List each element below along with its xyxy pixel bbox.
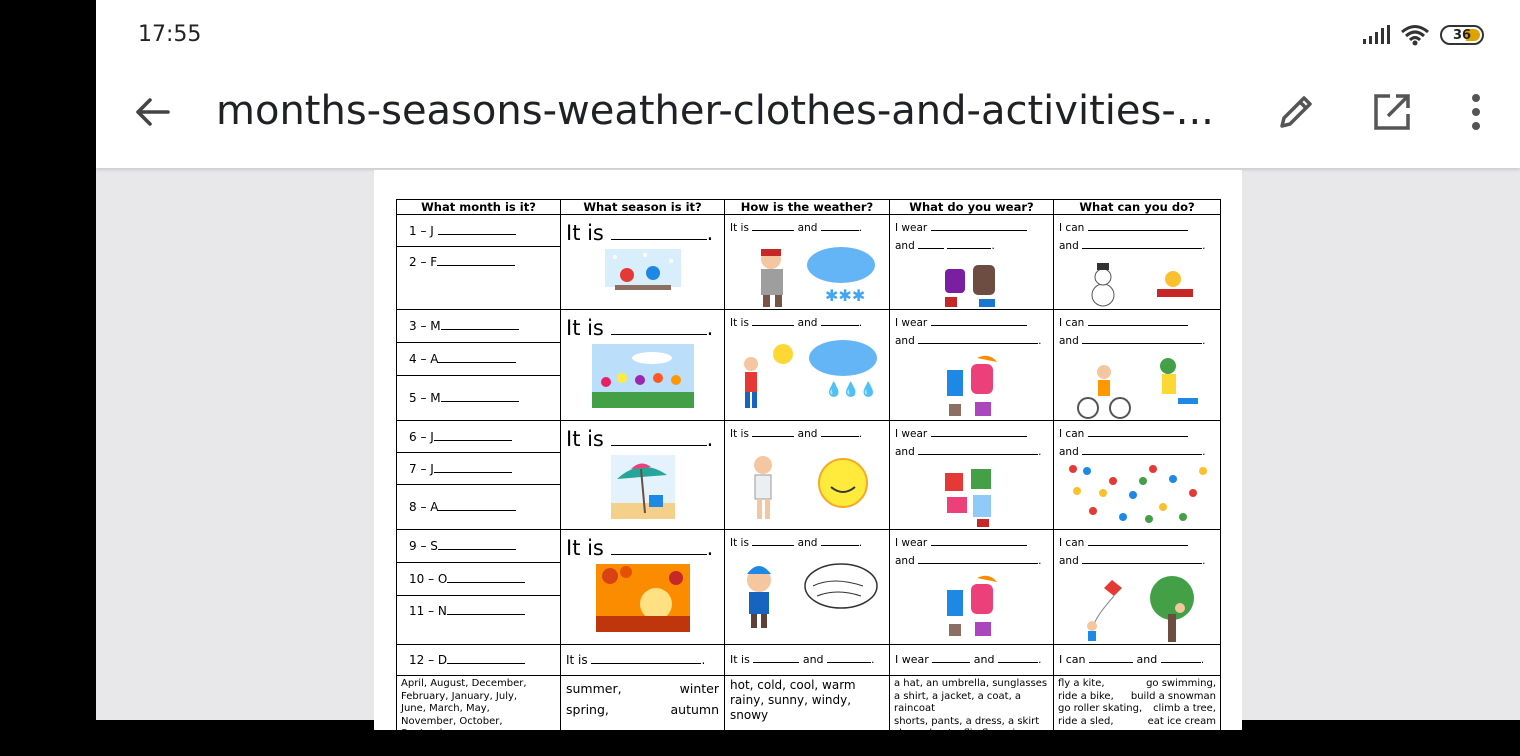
month-row[interactable]: 4 – A: [397, 342, 561, 375]
activity-cell-winter[interactable]: I can and .: [1054, 215, 1221, 310]
header-month: What month is it?: [397, 200, 561, 215]
header-activities: What can you do?: [1054, 200, 1221, 215]
month-row[interactable]: 8 – A: [397, 485, 561, 530]
header-row: [397, 200, 1221, 215]
cool-boy-and-wind-picture: [733, 556, 883, 632]
season-cell-spring[interactable]: It is .: [561, 310, 725, 421]
month-row[interactable]: 12 – D: [397, 645, 561, 676]
winter-kids-sledding-picture: [605, 249, 681, 301]
sun-boy-and-rain-cloud-picture: [733, 336, 883, 410]
beach-umbrella-picture: [611, 455, 675, 519]
kite-and-tree-climbing-picture: [1068, 574, 1208, 644]
wear-cell-december[interactable]: I wear and .: [890, 645, 1054, 676]
season-cell-december[interactable]: It is .: [561, 645, 725, 676]
activity-cell-summer[interactable]: I can and .: [1054, 421, 1221, 530]
header-wear: What do you wear?: [890, 200, 1054, 215]
activity-cell-autumn[interactable]: I can and .: [1054, 530, 1221, 645]
bike-and-roller-skating-picture: [1068, 354, 1208, 420]
status-icons: [1362, 24, 1484, 46]
battery-level: 36: [1452, 27, 1472, 43]
month-row[interactable]: 5 – M: [397, 375, 561, 420]
season-cell-summer[interactable]: It is .: [561, 421, 725, 530]
activity-cell-spring[interactable]: I can and .: [1054, 310, 1221, 421]
app-bar: [96, 0, 1520, 168]
battery-icon: [1440, 25, 1484, 45]
month-row[interactable]: 10 – O: [397, 563, 561, 596]
cold-person-and-snow-cloud-picture: [733, 241, 883, 309]
open-in-new-icon[interactable]: [1370, 90, 1414, 134]
header-season: What season is it?: [561, 200, 725, 215]
season-word-bank: summer, winter spring, autumn: [561, 676, 725, 756]
wear-cell-spring[interactable]: I wear and .: [890, 310, 1054, 421]
autumn-leaves-picture: [596, 564, 690, 632]
spring-clothes-picture: [937, 354, 1007, 420]
wifi-icon: [1400, 24, 1430, 46]
season-cell-winter[interactable]: It is .: [561, 215, 725, 310]
wear-cell-summer[interactable]: I wear and .: [890, 421, 1054, 530]
activity-word-bank: fly a kite, go swimming, ride a bike, build a snowman go roller skating, climb a tree, ride a sled, eat ice cream: [1054, 676, 1221, 756]
month-row[interactable]: 1 – J: [397, 215, 561, 247]
snowman-and-sled-picture: [1073, 259, 1203, 307]
month-row[interactable]: 2 – F: [397, 247, 561, 310]
word-bank-row: [397, 676, 1221, 756]
weather-cell-winter[interactable]: It is and . ✱✱✱: [725, 215, 890, 310]
wear-cell-winter[interactable]: I wear and .: [890, 215, 1054, 310]
wear-cell-autumn[interactable]: I wear and .: [890, 530, 1054, 645]
weather-cell-december[interactable]: It is and .: [725, 645, 890, 676]
month-row[interactable]: 11 – N: [397, 596, 561, 645]
more-vert-icon[interactable]: [1454, 90, 1498, 134]
winter-clothes-picture: [937, 259, 1007, 309]
document-title: months-seasons-weather-clothes-and-activities-...: [216, 88, 1214, 134]
weather-cell-autumn[interactable]: It is and .: [725, 530, 890, 645]
phone-screen: [96, 0, 1520, 752]
season-cell-autumn[interactable]: It is .: [561, 530, 725, 645]
month-word-bank: April, August, December, February, January, July, June, March, May, November, October, September: [397, 676, 561, 756]
summer-activities-picture: [1063, 461, 1213, 527]
status-time: 17:55: [138, 22, 202, 47]
clothes-word-bank: a hat, an umbrella, sunglasses a shirt, a jacket, a coat, a raincoat shorts, pants, a dress, a skirt shoes, boots, flip flops, ice skates: [890, 676, 1054, 756]
month-row[interactable]: 3 – M: [397, 310, 561, 343]
month-row[interactable]: 7 – J: [397, 453, 561, 485]
summer-clothes-picture: [937, 465, 1007, 529]
signal-bars-icon: [1362, 25, 1390, 45]
pencil-icon[interactable]: [1274, 90, 1318, 134]
spring-flowers-picture: [592, 344, 694, 408]
month-row[interactable]: 6 – J: [397, 421, 561, 453]
worksheet-table: [396, 199, 1221, 756]
weather-word-bank: hot, cold, cool, warm rainy, sunny, windy, snowy: [725, 676, 890, 756]
hot-boy-and-sun-picture: [733, 447, 883, 523]
svg-text:💧💧💧: 💧💧💧: [824, 382, 877, 398]
activity-cell-december[interactable]: I can and .: [1054, 645, 1221, 676]
autumn-clothes-picture: [937, 574, 1007, 640]
weather-cell-summer[interactable]: It is and .: [725, 421, 890, 530]
month-row[interactable]: 9 – S: [397, 530, 561, 563]
arrow-left-icon[interactable]: [132, 92, 172, 132]
weather-cell-spring[interactable]: It is and . 💧💧💧: [725, 310, 890, 421]
header-weather: How is the weather?: [725, 200, 890, 215]
document-page: [374, 170, 1242, 752]
svg-text:✱✱✱: ✱✱✱: [824, 286, 865, 305]
